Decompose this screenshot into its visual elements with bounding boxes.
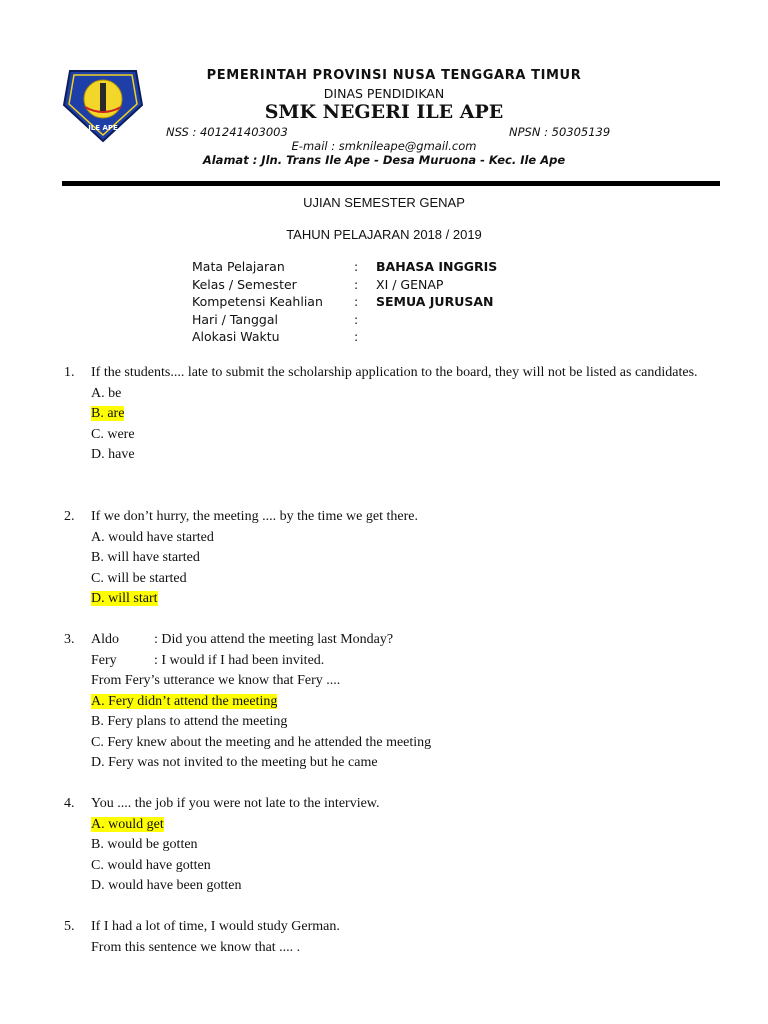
exam-title: UJIAN SEMESTER GENAP <box>303 195 465 210</box>
option-a[interactable]: A. would have started <box>91 529 214 545</box>
dialog-line-fery <box>91 651 719 672</box>
option-b[interactable]: B. would be gotten <box>91 837 198 852</box>
option-d[interactable]: D. Fery was not invited to the meeting but he came <box>91 755 378 770</box>
question-4 <box>64 794 719 897</box>
header-divider <box>62 181 720 186</box>
option-c[interactable]: C. were <box>91 426 135 442</box>
school-email: E-mail : smknileape@gmail.com <box>291 139 477 153</box>
speaker-name: Fery <box>91 652 117 668</box>
option-c[interactable]: C. will be started <box>91 570 187 586</box>
option-b[interactable] <box>91 404 719 425</box>
answer-highlight: A. would get <box>91 816 164 832</box>
option-a[interactable]: A. be <box>91 385 122 401</box>
question-stem-2: From this sentence we know that .... . <box>91 939 301 955</box>
option-c[interactable]: C. would have gotten <box>91 857 211 873</box>
info-colon: : <box>354 294 359 309</box>
government-heading: PEMERINTAH PROVINSI NUSA TENGGARA TIMUR <box>206 68 582 83</box>
speaker-name: Aldo <box>91 632 119 647</box>
info-value: XI / GENAP <box>376 276 444 292</box>
department-heading: DINAS PENDIDIKAN <box>323 86 445 101</box>
question-stem: You .... the job if you were not late to the interview. <box>91 796 380 811</box>
option-a[interactable] <box>91 815 719 836</box>
dialog-text: : Did you attend the meeting last Monday? <box>154 632 394 647</box>
answer-highlight: A. Fery didn’t attend the meeting <box>91 693 278 709</box>
question-stem: If we don’t hurry, the meeting .... by the time we get there. <box>91 509 418 524</box>
question-5 <box>64 917 719 958</box>
question-number: 4. <box>64 796 75 811</box>
info-label: Hari / Tanggal <box>192 311 278 327</box>
option-b[interactable]: B. will have started <box>91 550 200 565</box>
question-number: 3. <box>64 632 75 647</box>
info-colon: : <box>354 259 359 274</box>
question-number: 1. <box>64 365 75 380</box>
logo-text: ILE APE <box>88 124 118 132</box>
option-b[interactable]: B. Fery plans to attend the meeting <box>91 714 288 729</box>
dialog-line-aldo <box>91 630 719 651</box>
info-colon: : <box>354 311 359 327</box>
question-2 <box>64 507 719 610</box>
nss-number: NSS : 401241403003 <box>166 125 288 139</box>
option-d[interactable]: D. have <box>91 447 135 462</box>
info-colon: : <box>354 276 359 292</box>
info-colon: : <box>354 329 359 344</box>
question-number: 2. <box>64 509 75 524</box>
answer-highlight: B. are <box>91 406 125 421</box>
question-3 <box>64 630 719 774</box>
info-label: Kelas / Semester <box>192 276 297 292</box>
option-c[interactable]: C. Fery knew about the meeting and he attended the meeting <box>91 734 432 750</box>
exam-year: TAHUN PELAJARAN 2018 / 2019 <box>286 227 482 242</box>
school-address: Alamat : Jln. Trans Ile Ape - Desa Muruona - Kec. Ile Ape <box>202 153 566 167</box>
dialog-text: : I would if I had been invited. <box>154 652 325 668</box>
answer-highlight: D. will start <box>91 591 158 606</box>
question-number: 5. <box>64 919 75 934</box>
option-a[interactable] <box>91 692 719 713</box>
school-name: SMK NEGERI ILE APE <box>264 101 504 123</box>
question-stem: From Fery’s utterance we know that Fery .... <box>91 673 341 688</box>
npsn-number: NPSN : 50305139 <box>509 125 611 139</box>
info-label: Alokasi Waktu <box>192 329 280 344</box>
question-stem: If I had a lot of time, I would study German. <box>91 919 340 934</box>
option-d[interactable] <box>91 589 719 610</box>
info-label: Mata Pelajaran <box>192 259 285 274</box>
info-value: SEMUA JURUSAN <box>376 294 494 309</box>
info-label: Kompetensi Keahlian <box>192 294 323 309</box>
question-stem: If the students.... late to submit the scholarship application to the board, they will not be listed as candidates. <box>91 365 698 380</box>
option-d[interactable]: D. would have been gotten <box>91 878 242 893</box>
question-1 <box>64 363 719 466</box>
info-value: BAHASA INGGRIS <box>376 259 498 274</box>
